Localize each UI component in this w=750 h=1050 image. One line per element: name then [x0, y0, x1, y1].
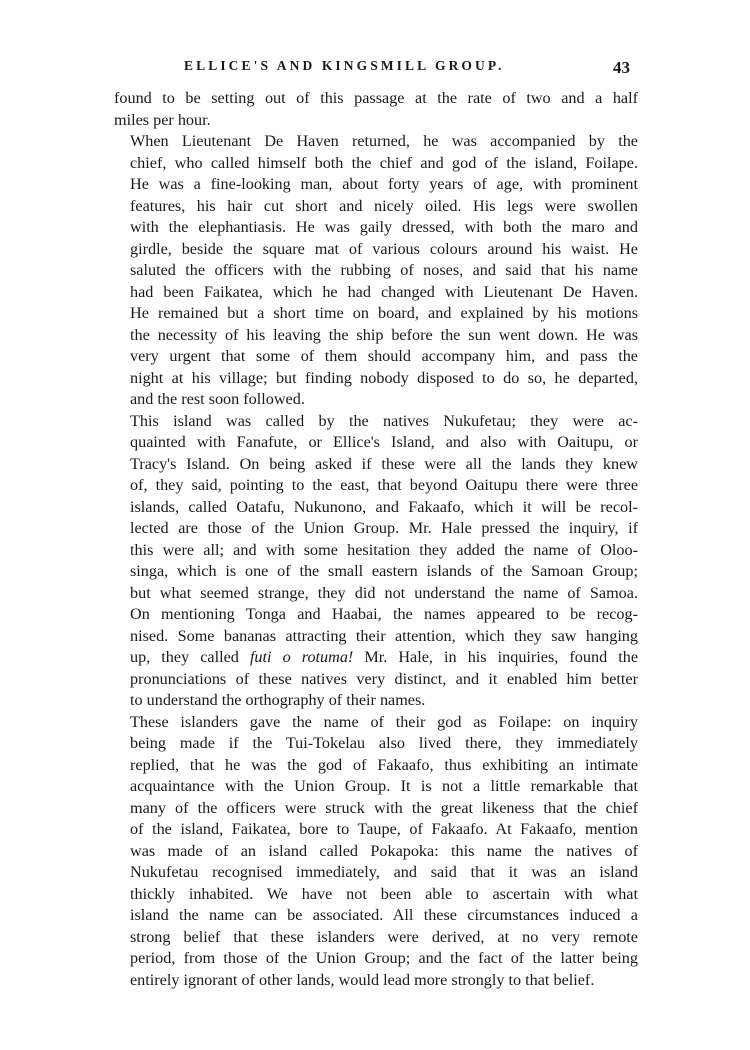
running-head [114, 58, 638, 88]
text-line: very urgent that some of them should accompany him, and pass the [130, 347, 638, 365]
text-line: pronunciations of these natives very distinct, and it enabled him better [130, 669, 638, 688]
text-line: island the name can be associated. All these circumstances induced a [130, 906, 638, 924]
text-line: had been Faikatea, which he had changed with Lieutenant De Haven. [130, 282, 638, 301]
text-line: up, they called futi o rotuma! Mr. Hale, in his inquiries, found the [130, 648, 639, 666]
text-line: was made of an island called Pokapoka: this name the natives of [130, 841, 638, 860]
text-line: being made if the Tui-Tokelau also lived there, they immediately [130, 734, 638, 752]
text-line: and the rest soon followed. [130, 390, 305, 408]
text-line: miles per hour. [114, 110, 211, 129]
text-line: the necessity of his leaving the ship before the sun went down. He was [130, 325, 638, 344]
text-line: replied, that he was the god of Fakaafo, thus exhibiting an intimate [130, 755, 638, 774]
text-line: chief, who called himself both the chief and god of the island, Foilape. [130, 153, 638, 172]
text-line: to understand the orthography of their names. [130, 691, 426, 709]
text-line: acquaintance with the Union Group. It is not a little remarkable that [130, 777, 638, 795]
page-number: 43 [613, 58, 630, 77]
text-line: thickly inhabited. We have not been able to ascertain with what [130, 884, 638, 903]
text-line: many of the officers were struck with the great likeness that the chief [130, 798, 638, 817]
text-line: When Lieutenant De Haven returned, he was accompanied by the [130, 132, 638, 150]
text-line: features, his hair cut short and nicely oiled. His legs were swollen [130, 196, 638, 215]
body-text [114, 88, 638, 991]
italic-phrase: futi o rotuma! [249, 648, 354, 666]
text-line: entirely ignorant of other lands, would lead more strongly to that belief. [130, 970, 595, 989]
paragraph-4 [114, 712, 638, 992]
text-line: On mentioning Tonga and Haabai, the names appeared to be recog- [130, 605, 638, 623]
text-line: These islanders gave the name of their god as Foilape: on inquiry [130, 712, 638, 731]
text-line: He was a fine-looking man, about forty years of age, with prominent [130, 175, 638, 193]
text-line: Tracy's Island. On being asked if these were all the lands they knew [130, 454, 638, 473]
running-title: ELLICE'S AND KINGSMILL GROUP. [184, 58, 505, 73]
text-line: islands, called Oatafu, Nukunono, and Fakaafo, which it will be recol- [130, 497, 638, 516]
text-line: girdle, beside the square mat of various colours around his waist. He [130, 239, 638, 258]
text-line: lected are those of the Union Group. Mr. Hale pressed the inquiry, if [130, 519, 638, 537]
paragraph-2 [114, 131, 638, 411]
text-line: He remained but a short time on board, and explained by his motions [130, 304, 638, 322]
text-line: this were all; and with some hesitation they added the name of Oloo- [130, 540, 638, 559]
text-line: strong belief that these islanders were derived, at no very remote [130, 927, 638, 946]
paragraph-3 [114, 411, 638, 712]
text-line: singa, which is one of the small eastern islands of the Samoan Group; [130, 562, 638, 580]
text-line: saluted the officers with the rubbing of noses, and said that his name [130, 261, 638, 279]
text-line: period, from those of the Union Group; and the fact of the latter being [130, 949, 638, 967]
paragraph-1 [114, 88, 638, 131]
text-line: quainted with Fanafute, or Ellice's Island, and also with Oaitupu, or [130, 433, 638, 451]
book-page [114, 58, 638, 991]
text-line: nised. Some bananas attracting their attention, which they saw hanging [130, 626, 638, 645]
text-line: night at his village; but finding nobody disposed to do so, he departed, [130, 368, 638, 387]
text-line: of the island, Faikatea, bore to Taupe, of Fakaafo. At Fakaafo, mention [130, 820, 638, 838]
text-line: Nukufetau recognised immediately, and said that it was an island [130, 863, 638, 881]
text-line: This island was called by the natives Nukufetau; they were ac- [130, 411, 638, 430]
text-line: found to be setting out of this passage at the rate of two and a half [114, 89, 638, 107]
text-line: of, they said, pointing to the east, that beyond Oaitupu there were three [130, 476, 638, 494]
text-line: with the elephantiasis. He was gaily dressed, with both the maro and [130, 218, 638, 236]
text-line: but what seemed strange, they did not understand the name of Samoa. [130, 583, 638, 602]
